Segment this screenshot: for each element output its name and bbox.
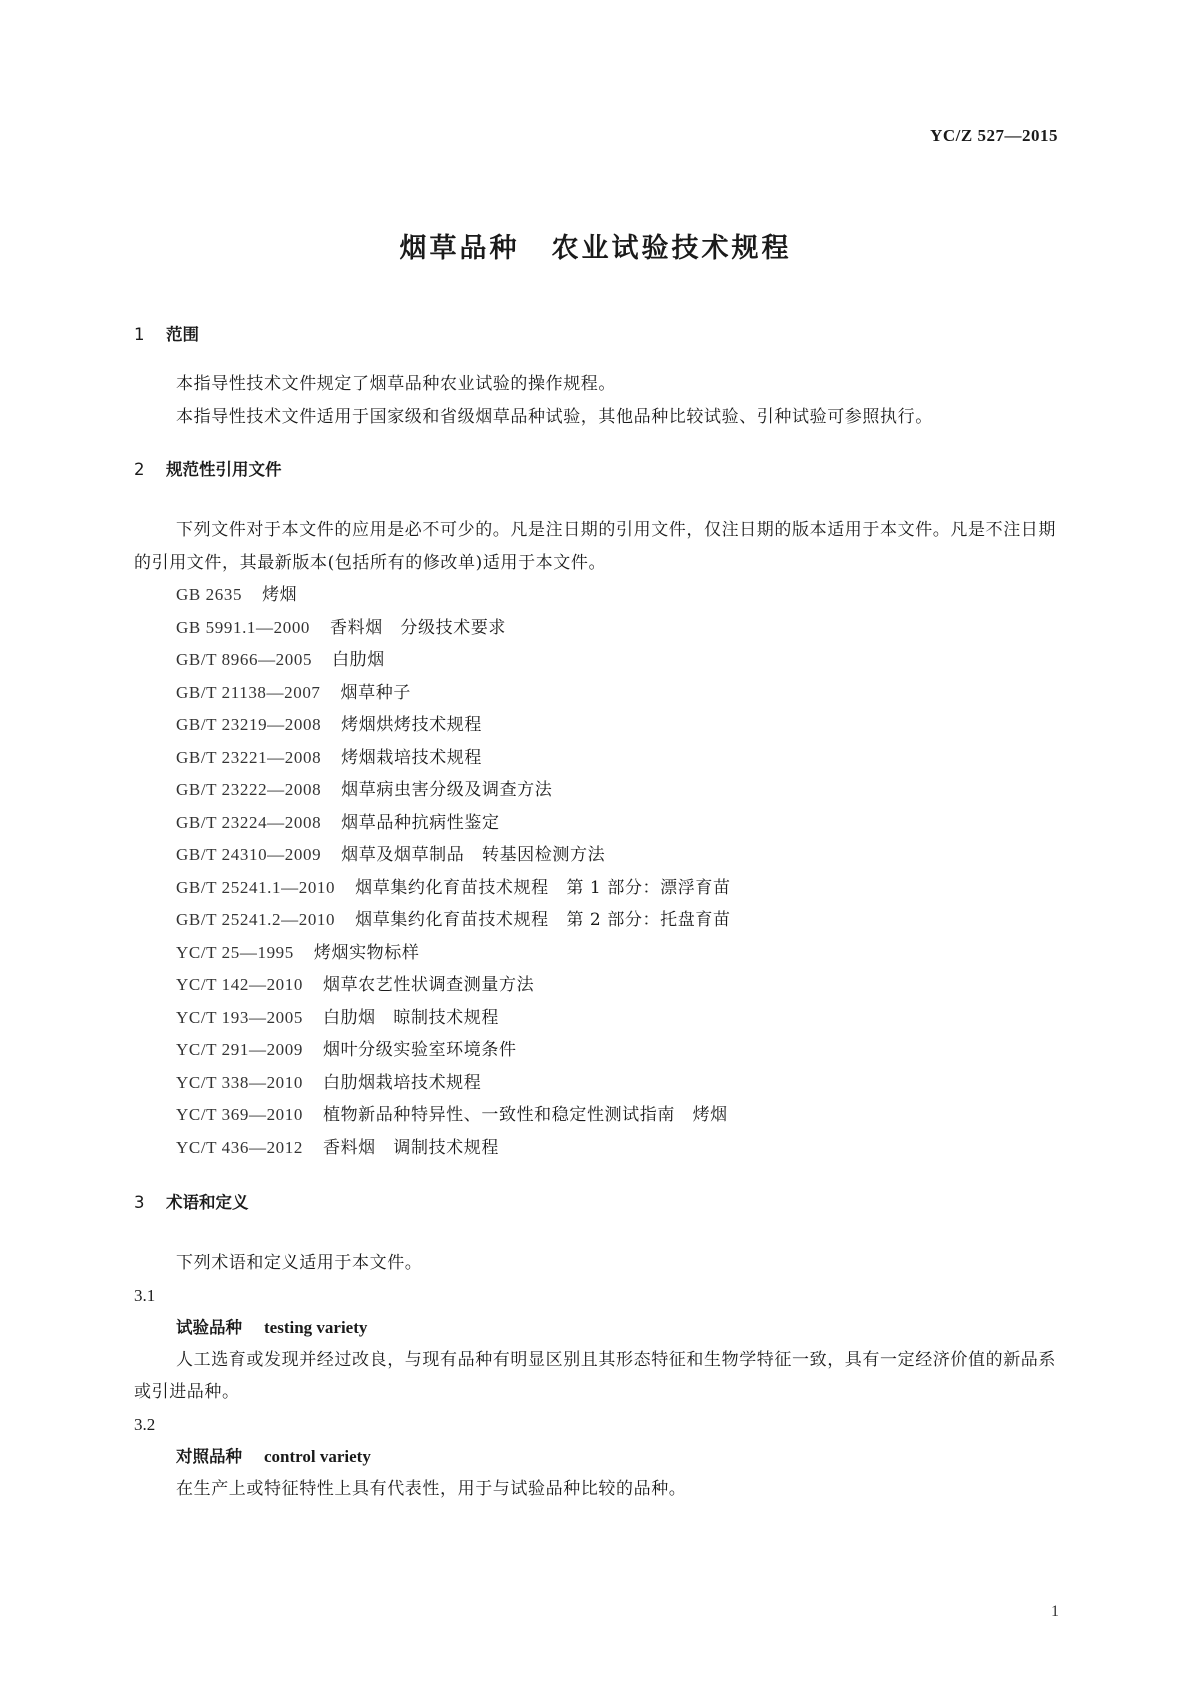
reference-code: YC/T 193—2005	[176, 1007, 303, 1027]
reference-title: 烟草种子	[340, 682, 411, 703]
section-title: 术语和定义	[166, 1193, 249, 1212]
document-body	[134, 320, 1060, 1505]
reference-item	[134, 969, 1060, 1002]
term-en: testing variety	[264, 1317, 368, 1337]
reference-code: GB/T 24310—2009	[176, 845, 322, 864]
reference-code: GB/T 25241.2—2010	[176, 910, 336, 929]
reference-code: YC/T 25—1995	[176, 942, 294, 962]
reference-title: 烟草品种抗病性鉴定	[341, 812, 500, 833]
reference-title: 烟叶分级实验室环境条件	[322, 1040, 517, 1060]
title-part-1: 烟草品种	[399, 233, 520, 264]
reference-item	[134, 1099, 1060, 1132]
reference-code: YC/T 291—2009	[176, 1040, 303, 1059]
term-en: control variety	[264, 1446, 371, 1466]
term-zh: 对照品种	[176, 1446, 242, 1466]
reference-title: 植物新品种特异性、一致性和稳定性测试指南 烤烟	[322, 1105, 728, 1125]
paragraph: 本指导性技术文件规定了烟草品种农业试验的操作规程。	[176, 374, 616, 394]
reference-title: 烤烟实物标样	[313, 942, 420, 963]
reference-title: 烟草集约化育苗技术规程 第 2 部分：托盘育苗	[355, 910, 731, 930]
term-zh: 试验品种	[176, 1317, 242, 1337]
reference-item	[134, 807, 1060, 840]
reference-code: GB/T 25241.1—2010	[176, 877, 336, 897]
reference-title: 香料烟 分级技术要求	[330, 617, 507, 638]
reference-code: YC/T 436—2012	[176, 1137, 303, 1157]
paragraph: 下列文件对于本文件的应用是必不可少的。凡是注日期的引用文件，仅注日期的版本适用于本文件。凡是不注日期的引用文件，其最新版本(包括所有的修改单)适用于本文件。	[134, 520, 1056, 573]
reference-title: 烤烟烘烤技术规程	[341, 715, 482, 735]
reference-title: 烟草及烟草制品 转基因检测方法	[341, 845, 606, 865]
term-heading	[134, 1312, 1060, 1344]
reference-list	[134, 579, 1060, 1164]
section-number: 2	[134, 460, 145, 479]
section-heading-normative-references	[134, 455, 1060, 485]
title-part-2: 农业试验技术规程	[551, 233, 792, 264]
reference-item	[134, 709, 1060, 742]
reference-code: YC/T 338—2010	[176, 1072, 303, 1092]
reference-item	[134, 1067, 1060, 1100]
reference-title: 烟草集约化育苗技术规程 第 1 部分：漂浮育苗	[355, 877, 731, 898]
page-number: 1	[1051, 1603, 1059, 1620]
reference-item	[134, 644, 1060, 677]
reference-code: GB/T 23219—2008	[176, 715, 322, 734]
term-number: 3.1	[134, 1285, 156, 1305]
reference-code: GB/T 21138—2007	[176, 682, 321, 702]
reference-item	[134, 774, 1060, 807]
reference-item	[134, 1002, 1060, 1035]
reference-title: 烟草农艺性状调查测量方法	[322, 975, 535, 995]
reference-item	[134, 579, 1060, 612]
term-number: 3.2	[134, 1414, 156, 1434]
section-heading-scope	[134, 320, 1060, 350]
paragraph: 下列术语和定义适用于本文件。	[176, 1253, 423, 1273]
reference-title: 香料烟 调制技术规程	[322, 1137, 499, 1158]
reference-code: GB/T 23221—2008	[176, 747, 322, 767]
standard-code: YC/Z 527—2015	[930, 126, 1058, 145]
reference-title: 烟草病虫害分级及调查方法	[341, 780, 553, 800]
term-definition: 在生产上或特征特性上具有代表性，用于与试验品种比较的品种。	[176, 1478, 687, 1499]
reference-code: GB/T 23222—2008	[176, 780, 322, 799]
reference-item	[134, 839, 1060, 872]
reference-item	[134, 612, 1060, 645]
reference-item	[134, 937, 1060, 970]
reference-code: YC/T 142—2010	[176, 975, 303, 994]
term-definition: 人工选育或发现并经过改良，与现有品种有明显区别且其形态特征和生物学特征一致，具有一定经济价值的新品系或引进品种。	[134, 1349, 1056, 1402]
paragraph: 本指导性技术文件适用于国家级和省级烟草品种试验，其他品种比较试验、引种试验可参照执行。	[176, 406, 933, 427]
term-heading	[134, 1441, 1060, 1473]
reference-code: GB 5991.1—2000	[176, 617, 311, 637]
reference-title: 白肋烟 晾制技术规程	[322, 1007, 499, 1028]
section-title: 规范性引用文件	[166, 460, 282, 479]
reference-title: 白肋烟栽培技术规程	[322, 1072, 482, 1093]
reference-code: GB/T 23224—2008	[176, 812, 322, 832]
document-title	[0, 226, 1191, 265]
reference-code: GB 2635	[176, 585, 243, 604]
reference-title: 烤烟栽培技术规程	[341, 747, 482, 768]
section-number: 1	[134, 325, 145, 344]
reference-item	[134, 872, 1060, 905]
section-heading-terms-and-definitions	[134, 1188, 1060, 1218]
reference-item	[134, 1034, 1060, 1067]
reference-title: 烤烟	[262, 585, 298, 605]
section-number: 3	[134, 1193, 145, 1212]
reference-item	[134, 904, 1060, 937]
reference-code: YC/T 369—2010	[176, 1105, 303, 1124]
reference-item	[134, 677, 1060, 710]
reference-item	[134, 1132, 1060, 1165]
reference-item	[134, 742, 1060, 775]
reference-title: 白肋烟	[332, 650, 385, 670]
section-title: 范围	[166, 325, 199, 344]
reference-code: GB/T 8966—2005	[176, 650, 313, 669]
